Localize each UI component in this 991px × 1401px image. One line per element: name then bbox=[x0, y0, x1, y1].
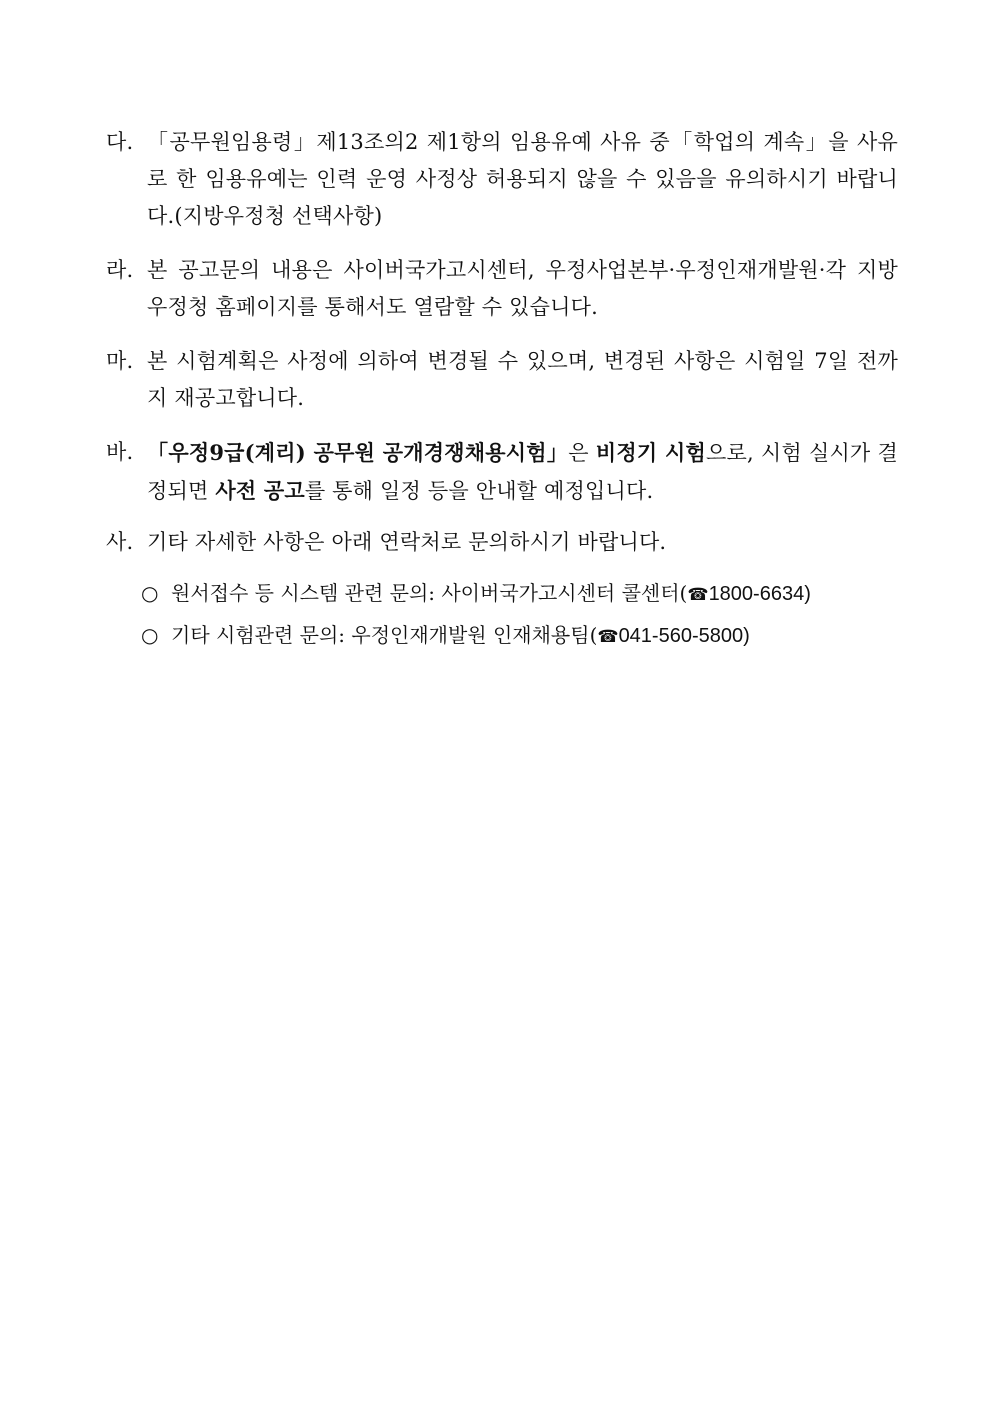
item-text: 기타 자세한 사항은 아래 연락처로 문의하시기 바랍니다. bbox=[147, 530, 667, 554]
contact-label: 기타 시험관련 문의: 우정인재개발원 인재채용팀( bbox=[171, 623, 598, 647]
notice-item-ba bbox=[106, 434, 898, 510]
phone-icon: ☎ bbox=[597, 627, 619, 647]
phone-icon: ☎ bbox=[687, 585, 709, 605]
exam-name-bold: 「우정9급(계리) 공무원 공개경쟁채용시험」 bbox=[147, 440, 569, 465]
item-marker: 마. bbox=[106, 349, 134, 373]
contact-line-call-center bbox=[141, 578, 901, 610]
item-marker: 바. bbox=[106, 440, 134, 464]
phone-number: 1800-6634 bbox=[708, 583, 805, 605]
contact-label: 원서접수 등 시스템 관련 문의: 사이버국가고시센터 콜센터( bbox=[171, 581, 688, 605]
item-text-part: 으로, 시험 실시가 결정되면 bbox=[147, 441, 898, 503]
item-text: 본 공고문의 내용은 사이버국가고시센터, 우정사업본부·우정인재개발원·각 지방우정청 홈페이지를 통해서도 열람할 수 있습니다. bbox=[147, 258, 898, 319]
item-marker: 사. bbox=[106, 530, 134, 554]
paren-close: ) bbox=[743, 625, 750, 647]
item-text-part: 은 bbox=[568, 441, 596, 465]
phone-number: 041-560-5800 bbox=[618, 625, 744, 647]
item-text: 본 시험계획은 사정에 의하여 변경될 수 있으며, 변경된 사항은 시험일 7일 전까지 재공고합니다. bbox=[147, 349, 898, 410]
paren-close: ) bbox=[804, 583, 811, 605]
item-text: 「공무원임용령」제13조의2 제1항의 임용유예 사유 중「학업의 계속」을 사유로 한 임용유예는 인력 운영 사정상 허용되지 않을 수 있음을 유의하시기 바랍니다.(지방우정청 선택사항) bbox=[147, 130, 898, 228]
notice-item-ma bbox=[106, 343, 898, 417]
advance-notice-bold: 사전 공고 bbox=[215, 478, 305, 503]
bullet-circle: ○ bbox=[141, 623, 159, 647]
irregular-exam-bold: 비정기 시험 bbox=[595, 440, 706, 465]
notice-item-ra bbox=[106, 252, 898, 326]
contact-line-recruitment-team bbox=[141, 620, 901, 652]
notice-item-da bbox=[106, 124, 898, 235]
item-marker: 다. bbox=[106, 130, 134, 154]
item-marker: 라. bbox=[106, 258, 134, 282]
bullet-circle: ○ bbox=[141, 581, 159, 605]
item-text bbox=[147, 434, 898, 510]
notice-item-sa bbox=[106, 524, 898, 561]
item-text-part: 를 통해 일정 등을 안내할 예정입니다. bbox=[304, 479, 654, 503]
